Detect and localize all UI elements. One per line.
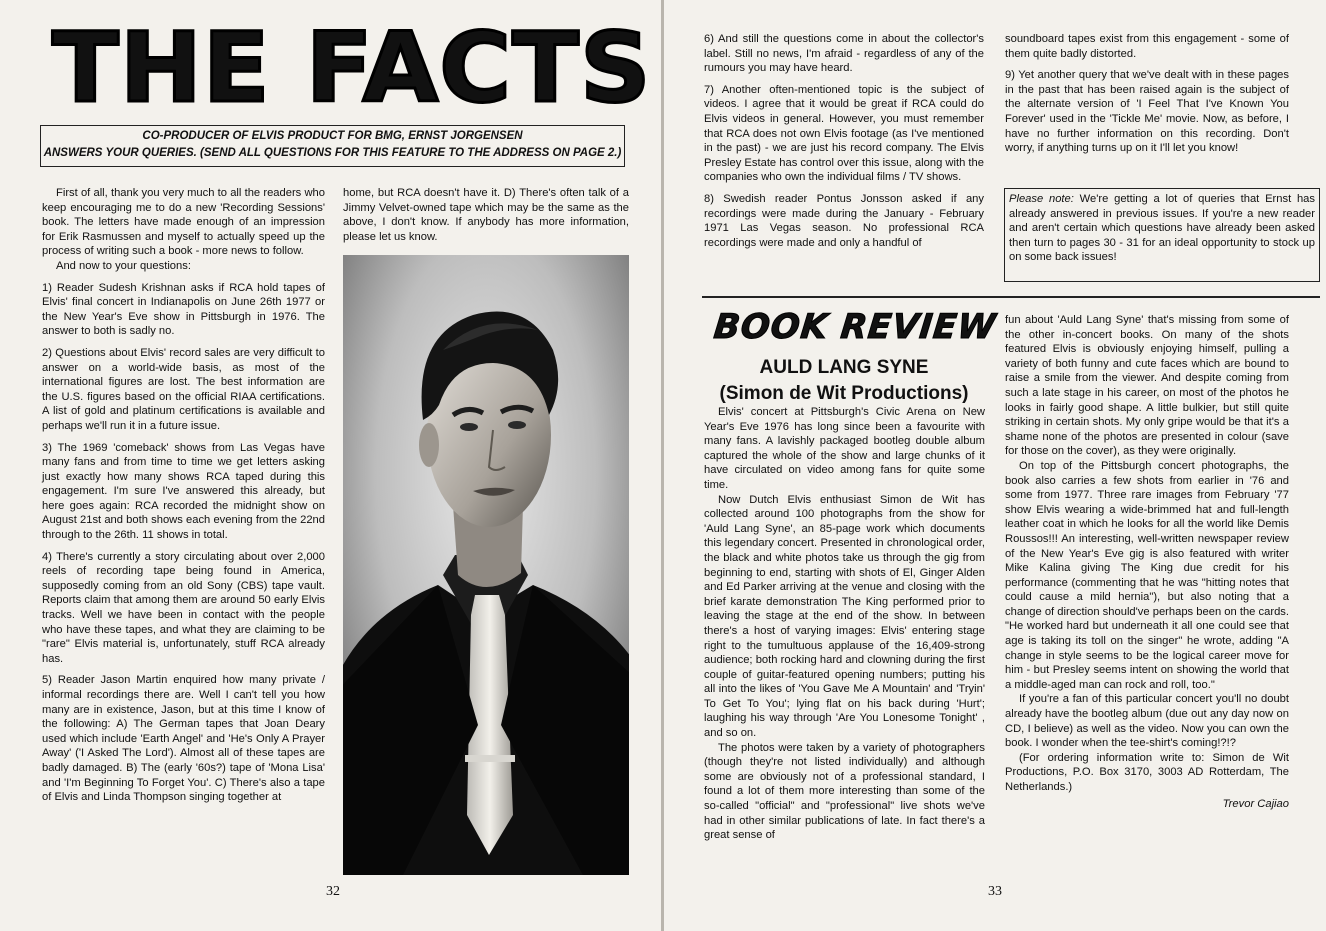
review-publisher: (Simon de Wit Productions) (719, 383, 969, 404)
paragraph: 7) Another often-mentioned topic is the subject of videos. I agree that it would be great if RCA could do Elvis videos in general. However, you must remember that RCA does not own Elvis footage (as I've mentioned in the past) - we are just his record company. The Elvis Presley Estate has control over this issue, along with the companies who own the individual films / TV shows. (704, 83, 984, 184)
paragraph: First of all, thank you very much to all the readers who keep encouraging me to do a new 'Recording Sessions' book. The letters have made enough of an impression for Erik Rasmussen and myself to actually speed up the process of writing such a book - more news to follow. (42, 187, 325, 258)
book-review-heading: BOOK REVIEW (711, 307, 999, 347)
paragraph: 9) Yet another query that we've dealt with in these pages in the past that has been raised again is the subject of the alternate version of 'I Feel That I've Known You Forever' used in the 'Tickle Me' movie. Now, as before, I have no further information on this recording. Don't worry, if anything turns up on it I'll let you know! (1005, 69, 1289, 155)
paragraph: Elvis' concert at Pittsburgh's Civic Arena on New Year's Eve 1976 has long since been a favourite with many fans. A lavishly packaged bootleg double album captured the whole of the show and large chunks of it have circulated on video among fans for quite some time. (704, 406, 985, 491)
facts-column-2 (343, 186, 629, 251)
intro-line-1: CO-PRODUCER OF ELVIS PRODUCT FOR BMG, ERNST JORGENSEN (142, 130, 523, 142)
page-33 (664, 0, 1326, 931)
please-note-box (1004, 188, 1320, 282)
paragraph: Now Dutch Elvis enthusiast Simon de Wit has collected around 100 photographs from the show for 'Auld Lang Syne', an 85-page work which documents this legendary concert. Presented in chronological order, the black and white photos take us through the gig from beginning to end, starting with shots of El, Ginger Alden and Ed Parker arriving at the venue and closing with the brief karate demonstration The King performed prior to leaving the stage at the end of the show. In between there's a host of varying images: Elvis' entering stage right to the tumultuous applause of the 16,409-strong audience; both rocking hard and clowning during the first couple of guitar-featured opening numbers; putting his all into the likes of 'You Gave Me A Mountain' and 'Tryin' To Get To You'; lying flat on his back during 'Hurt'; laughing his way through 'Are You Lonesome Tonight' , and so on. (704, 493, 985, 740)
paragraph: (For ordering information write to: Simon de Wit Productions, P.O. Box 3170, 3003 AD Rotterdam, The Netherlands.) (1005, 751, 1289, 793)
note-text: We're getting a lot of queries that Ernst has already answered in previous issues. If you're a new reader and aren't certain which questions have already been asked then turn to pages 30 - 31 for an ideal opportunity to stock up on some back issues! (1009, 193, 1315, 264)
note-label: Please note: (1009, 193, 1074, 205)
review-column-2 (1005, 313, 1289, 811)
facts-column-1 (42, 186, 325, 812)
page-title: THE FACTS (52, 12, 652, 124)
facts-column-4 (1005, 32, 1289, 163)
intro-line-2: ANSWERS YOUR QUERIES. (SEND ALL QUESTIONS FOR THIS FEATURE TO THE ADDRESS ON PAGE 2.) (43, 147, 622, 159)
page-number: 32 (326, 884, 340, 899)
review-book-title: AULD LANG SYNE (759, 357, 929, 378)
paragraph: The photos were taken by a variety of photographers (though they're not listed individually) and although some are obviously not of a professional standard, I found a lot of them more interesting than some of the so-called "official" and "professional" live shots we've had in other similar publications of late. In fact there's a great sense of (704, 741, 985, 842)
paragraph: 5) Reader Jason Martin enquired how many private / informal recordings there are. Well I can't tell you how many are in existence, Jason, but at this time I know of the following: A) The German tapes that Joan Deary used which include 'Earth Angel' and 'He's Only A Prayer Away' ('I Asked The Lord'). Almost all of these tapes are badly damaged. B) The (early '60s?) tape of 'Mona Lisa' and 'I'm Beginning To Forget You'. C) There's also a tape of Elvis and Linda Thompson singing together at (42, 674, 325, 804)
paragraph: fun about 'Auld Lang Syne' that's missing from some of the other in-concert books. On many of the shots featured Elvis is obviously enjoying himself, pulling a variety of both funny and cute faces which are bound to raise a smile from the viewer. And despite coming from such a late stage in his career, on most of the photos he looks in fairly good shape. A little bulkier, but still quite striking in certain shots. My only gripe would be that it's a shame none of the photos are presented in colour (save for those on the cover), as they were originally. (1005, 314, 1289, 458)
section-divider (702, 296, 1320, 298)
intro-box (40, 125, 625, 167)
facts-column-3 (704, 32, 984, 257)
paragraph: 6) And still the questions come in about the collector's label. Still no news, I'm afraid - regardless of any of the rumours you may have heard. (704, 33, 984, 75)
paragraph: 2) Questions about Elvis' record sales are very difficult to answer on a world-wide basis, as most of the international figures are lost. The best information are the U.S. figures based on the official RIAA certifications. A list of gold and platinum certifications is available and perhaps we'll run it in a future issue. (42, 346, 325, 432)
review-author: Trevor Cajiao (1222, 797, 1289, 810)
page-number: 33 (988, 884, 1002, 899)
paragraph: 4) There's currently a story circulating about over 2,000 reels of recording tape being found in America, supposedly coming from an old Sony (CBS) tape vault. Reports claim that among them are around 50 early Elvis tracks. Well we have been in contact with the people who have these tapes, and what they are claiming to be "rare" Elvis material is, unfortunately, stuff RCA already has. (42, 550, 325, 665)
paragraph: If you're a fan of this particular concert you'll no doubt already have the bootleg album (due out any day now on CD, I believe) as well as the video. Now you can own the book. I wonder when the tee-shirt's coming!?!? (1005, 693, 1289, 750)
paragraph: 8) Swedish reader Pontus Jonsson asked if any recordings were made during the January - February 1971 Las Vegas season. No professional RCA recordings were made and only a handful of (704, 192, 984, 249)
paragraph: 1) Reader Sudesh Krishnan asks if RCA hold tapes of Elvis' final concert in Indianapolis on June 26th 1977 or the New Year's Eve show in Pittsburgh in 1976. The answer to both is sadly no. (42, 281, 325, 338)
paragraph: 3) The 1969 'comeback' shows from Las Vegas have many fans and from time to time we get letters asking just exactly how many shows RCA taped during this engagement. I'm sure I've answered this already, but here goes again: RCA recorded the midnight show on August 21st and both shows each evening from the 22nd through to the 26th. 11 shows in total. (42, 441, 325, 542)
paragraph: soundboard tapes exist from this engagement - some of them quite badly distorted. (1005, 33, 1289, 60)
review-column-1 (704, 405, 985, 843)
paragraph: home, but RCA doesn't have it. D) There's often talk of a Jimmy Velvet-owned tape which may be the same as the above, I don't know. If anybody has more information, please let us know. (343, 187, 629, 243)
elvis-portrait-photo (343, 255, 629, 875)
paragraph: And now to your questions: (56, 259, 191, 272)
page-32 (0, 0, 661, 931)
paragraph: On top of the Pittsburgh concert photographs, the book also carries a few shots from earlier in '76 and some from 1977. Three rare images from February '77 show Elvis wearing a wide-brimmed hat and full-length leather coat in which he looks for all the world like Demis Roussos!!! An interesting, well-written newspaper review of the New Year's Eve gig is also featured with writer Mike Kalina giving The King due credit for his performance (commenting that he was "hitting notes that could cause a mild hernia"), but also noting that a change of direction should've perhaps been on the cards. "He worked hard but underneath it all one could see that age is taking its toll on the singer" he wrote, adding "A change in style seems to be the logical career move for him - but Presley seems intent on showing the world that a middle-aged man can rock and roll, too." (1005, 459, 1289, 691)
